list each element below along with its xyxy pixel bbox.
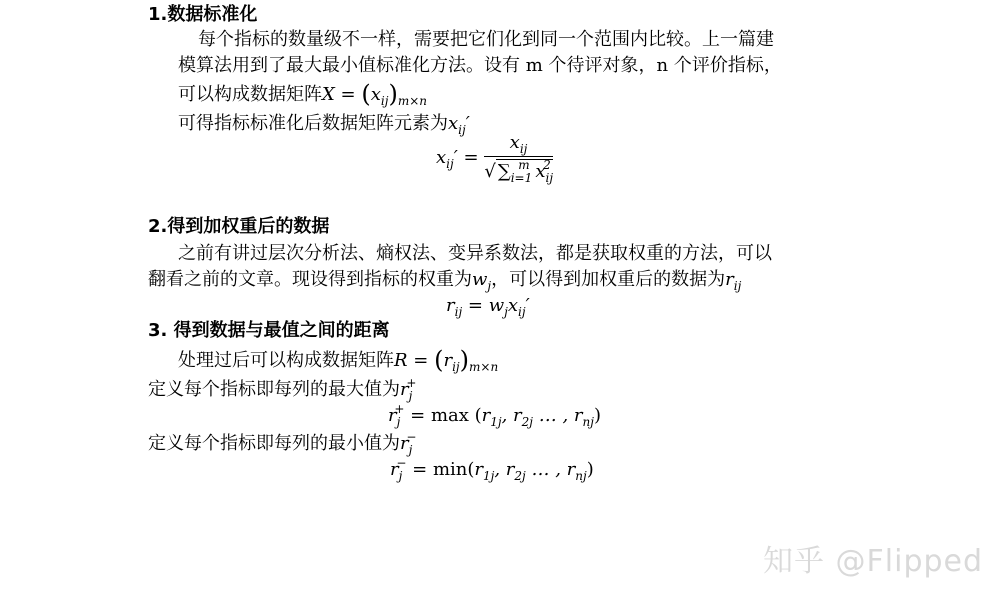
section-2-line-2 <box>148 268 741 292</box>
weight-symbol: $w_j$ <box>472 269 492 293</box>
max-symbol: $r_j^+$ <box>400 376 417 403</box>
section-3-line-3-text: 定义每个指标即每列的最小值为 <box>148 433 400 454</box>
zhihu-watermark: 知乎 @Flipped <box>763 544 984 579</box>
section-3-line-2 <box>148 378 416 402</box>
section-3-heading: 3. 得到数据与最值之间的距离 <box>148 320 390 341</box>
section-3-line-1-text: 处理过后可以构成数据矩阵 <box>178 350 394 371</box>
min-equation: $r_j^- = \min(r_{1j}$, $r_{2j}$ … , $r_{nj}$) <box>390 456 594 483</box>
section-1-line-4-text: 可得指标标准化后数据矩阵元素为 <box>178 113 448 134</box>
section-2-heading: 2.得到加权重后的数据 <box>148 216 330 237</box>
section-1-heading: 1.数据标准化 <box>148 4 258 25</box>
weighted-equation: $r_{ij} = w_jx_{ij}'$ <box>446 295 530 319</box>
section-2-line-2-text-a: 翻看之前的文章。现设得到指标的权重为 <box>148 269 472 290</box>
section-1-line-3-text: 可以构成数据矩阵 <box>178 84 322 105</box>
max-equation: $r_j^+ = \max (r_{1j}$, $r_{2j}$ … , $r_{nj}$) <box>388 402 602 429</box>
normalized-element-symbol: $x_{ij}'$ <box>448 113 470 137</box>
min-symbol: $r_j^-$ <box>400 430 417 457</box>
section-1-line-1: 每个指标的数量级不一样，需要把它们化到同一个范围内比较。上一篇建 <box>198 29 774 50</box>
weighted-symbol: $r_{ij}$ <box>725 269 742 293</box>
section-3-line-2-text: 定义每个指标即每列的最大值为 <box>148 379 400 400</box>
section-1-line-2: 模算法用到了最大最小值标准化方法。设有 m 个待评对象，n 个评价指标， <box>178 55 782 76</box>
matrix-x-formula: $X = (x_{ij})_{m\times n}$ <box>322 80 428 108</box>
section-2-line-1: 之前有讲过层次分析法、熵权法、变异系数法，都是获取权重的方法，可以 <box>178 243 772 264</box>
section-3-line-1 <box>178 348 498 373</box>
section-1-line-4 <box>178 112 470 136</box>
matrix-r-formula: $R = (r_{ij})_{m\times n}$ <box>394 346 499 374</box>
section-2-line-2-text-b: ，可以得到加权重后的数据为 <box>491 269 726 290</box>
normalization-equation: $x_{ij}'$ = $\frac{x_{ij}}{√ \sum_{i=1}^m x_{ij}^2}$ <box>436 132 554 185</box>
section-1-line-3 <box>178 82 427 107</box>
section-3-line-3 <box>148 432 416 456</box>
normalization-fraction: $\frac{x_{ij}}{√ \sum_{i=1}^m x_{ij}^2}$ <box>484 132 554 185</box>
